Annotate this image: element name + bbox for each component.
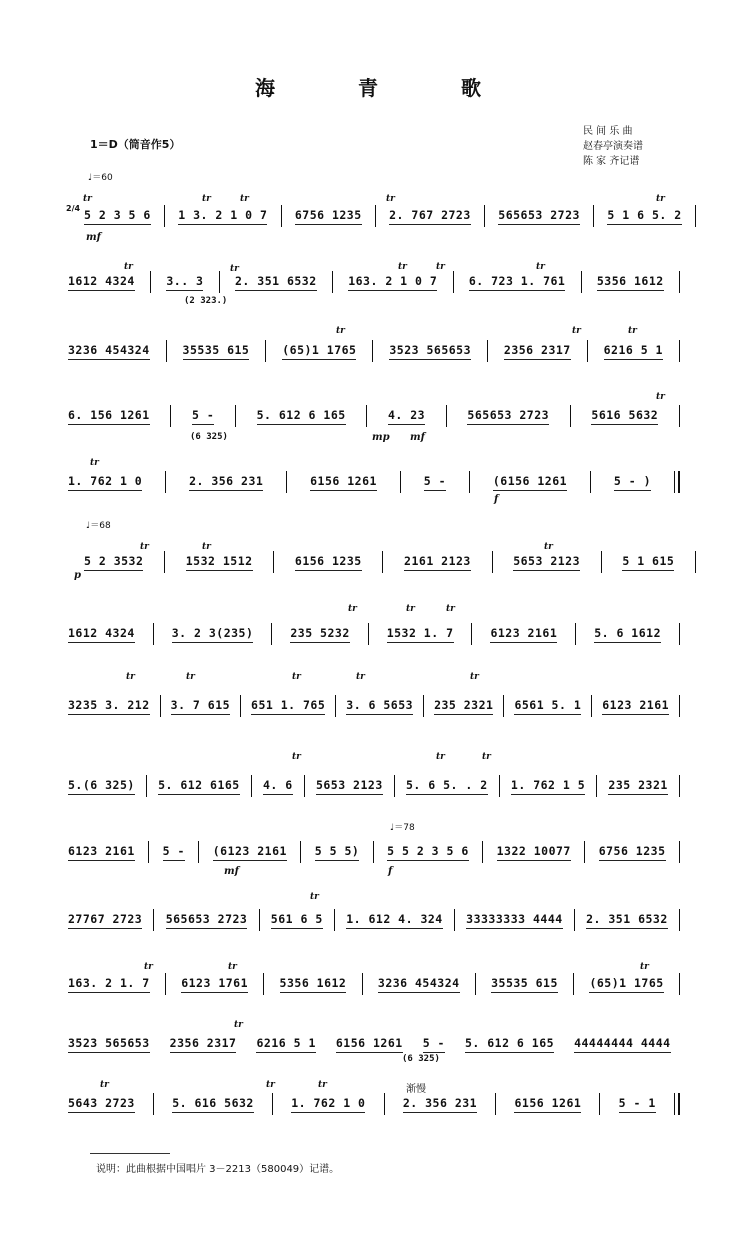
measure: 2. 767 2723	[389, 208, 471, 225]
measure: 5 5 2 3 5 6	[387, 844, 469, 861]
trill-mark: tr	[90, 458, 99, 468]
barline	[679, 623, 680, 645]
score-line	[68, 772, 680, 800]
measure: 5643 2723	[68, 1096, 135, 1113]
measure: 565653 2723	[498, 208, 580, 225]
measure: 1532 1. 7	[387, 626, 454, 643]
barline	[503, 695, 504, 717]
measure: 163. 2 1. 7	[68, 976, 150, 993]
measure: 2. 351 6532	[586, 912, 668, 929]
measure: 5653 2123	[316, 778, 383, 795]
barline	[170, 405, 171, 427]
measure: 235 2321	[608, 778, 667, 795]
footnote-rule	[90, 1153, 170, 1154]
measure: 235 5232	[290, 626, 349, 643]
tempo-marking-3: ♩＝78	[390, 823, 415, 833]
trill-mark: tr	[100, 1080, 109, 1090]
barline	[153, 623, 154, 645]
measure: 6123 2161	[68, 844, 135, 861]
barline	[334, 909, 335, 931]
trill-mark: tr	[240, 194, 249, 204]
barline	[259, 909, 260, 931]
measure: 5 -	[423, 1036, 445, 1053]
score-line	[68, 1030, 680, 1058]
barline	[164, 205, 165, 227]
barline	[471, 623, 472, 645]
measure: 5.(6 325)	[68, 778, 135, 795]
measure: 4. 6	[263, 778, 293, 795]
barline	[599, 1093, 600, 1115]
measure: 35535 615	[491, 976, 558, 993]
barline	[400, 471, 401, 493]
measure: (65)1 1765	[589, 976, 663, 993]
barline	[281, 205, 282, 227]
measure: 163. 2 1 0 7	[348, 274, 437, 291]
measure: (65)1 1765	[282, 343, 356, 360]
barline	[453, 271, 454, 293]
measure: 5 2 3532	[84, 554, 143, 571]
credits	[583, 124, 643, 169]
measure: 6156 1261	[310, 474, 377, 491]
barline	[153, 1093, 154, 1115]
barline	[573, 973, 574, 995]
score-line	[68, 268, 680, 296]
tempo-change-annotation: 渐慢	[406, 1084, 426, 1095]
measure: 6156 1235	[295, 554, 362, 571]
measure: 6156 1261	[514, 1096, 581, 1113]
measure: 2. 356 231	[403, 1096, 477, 1113]
key-signature: 1＝D（筒音作5）	[90, 138, 181, 151]
barline	[332, 271, 333, 293]
barline	[362, 973, 363, 995]
barline	[454, 909, 455, 931]
measure: 27767 2723	[68, 912, 142, 929]
measure: 561 6 5	[271, 912, 323, 929]
measure: 565653 2723	[467, 408, 549, 425]
trill-mark: tr	[202, 542, 211, 552]
measure: 5. 6 5. . 2	[406, 778, 488, 795]
measure: 3235 3. 212	[68, 698, 150, 715]
barline	[679, 695, 680, 717]
measure: 1 3. 2 1 0 7	[178, 208, 267, 225]
measure: 1322 10077	[497, 844, 571, 861]
barline	[219, 271, 220, 293]
measure: 2356 2317	[504, 343, 571, 360]
barline	[251, 775, 252, 797]
measure: 6216 5 1	[256, 1036, 315, 1053]
measure: 6. 156 1261	[68, 408, 150, 425]
measure: 35535 615	[183, 343, 250, 360]
measure: 1612 4324	[68, 626, 135, 643]
measure: (6123 2161	[213, 844, 287, 861]
dynamic-p: p	[74, 570, 81, 581]
score-line	[68, 337, 680, 365]
trill-mark: tr	[234, 1020, 243, 1030]
barline	[679, 405, 680, 427]
barline	[272, 1093, 273, 1115]
measure: 6756 1235	[295, 208, 362, 225]
measure: 5 5 5)	[315, 844, 360, 861]
barline	[482, 841, 483, 863]
barline	[492, 551, 493, 573]
measure: 5. 616 5632	[172, 1096, 254, 1113]
ossia-figure-2: (6 325)	[190, 432, 228, 442]
trill-mark: tr	[310, 892, 319, 902]
measure: 5356 1612	[597, 274, 664, 291]
measure: 1. 612 4. 324	[346, 912, 443, 929]
trill-mark: tr	[336, 326, 345, 336]
barline	[475, 973, 476, 995]
barline	[601, 551, 602, 573]
barline	[165, 973, 166, 995]
barline	[446, 405, 447, 427]
tempo-marking-1: ♩＝60	[88, 173, 113, 183]
barline	[575, 623, 576, 645]
measure: 5 - 1	[619, 1096, 656, 1113]
page-title: 海 青 歌	[255, 76, 519, 100]
measure: 1532 1512	[186, 554, 253, 571]
barline	[679, 271, 680, 293]
barline	[304, 775, 305, 797]
measure: 44444444 4444	[574, 1036, 671, 1053]
ossia-figure-3: (6 325)	[402, 1054, 440, 1064]
dynamic-mf-3: mf	[224, 866, 239, 877]
measure: 5616 5632	[591, 408, 658, 425]
barline	[570, 405, 571, 427]
score-line	[68, 202, 696, 230]
trill-mark: tr	[544, 542, 553, 552]
measure: 5356 1612	[280, 976, 347, 993]
measure: 4. 23	[388, 408, 425, 425]
measure: 1. 762 1 0	[68, 474, 142, 491]
trill-mark: tr	[640, 962, 649, 972]
measure: 3. 7 615	[171, 698, 230, 715]
measure: 1. 762 1 5	[511, 778, 585, 795]
measure: 2. 356 231	[189, 474, 263, 491]
barline	[271, 623, 272, 645]
barline	[372, 340, 373, 362]
barline	[679, 775, 680, 797]
measure: 5. 6 1612	[594, 626, 661, 643]
score-line	[68, 1090, 680, 1118]
credit-line-2: 赵春亭演奏谱	[583, 141, 643, 152]
measure: 6156 1261	[336, 1036, 403, 1053]
barline	[165, 471, 166, 493]
barline	[373, 841, 374, 863]
measure: 5 -	[192, 408, 214, 425]
barline	[273, 551, 274, 573]
ossia-figure-1: (2 323.)	[184, 296, 228, 306]
measure: 235 2321	[434, 698, 493, 715]
measure: 565653 2723	[166, 912, 248, 929]
trill-mark: tr	[140, 542, 149, 552]
barline	[382, 551, 383, 573]
measure: 1612 4324	[68, 274, 135, 291]
measure: 6216 5 1	[604, 343, 663, 360]
measure: 6. 723 1. 761	[469, 274, 566, 291]
barline	[265, 340, 266, 362]
measure: 651 1. 765	[251, 698, 325, 715]
time-signature: 2/4	[66, 204, 81, 213]
trill-mark: tr	[230, 264, 239, 274]
barline	[153, 909, 154, 931]
measure: 5653 2123	[513, 554, 580, 571]
trill-mark: tr	[406, 604, 415, 614]
barline	[166, 340, 167, 362]
barline	[375, 205, 376, 227]
barline	[286, 471, 287, 493]
final-barline	[674, 1093, 680, 1115]
trill-mark: tr	[318, 1080, 327, 1090]
measure: 5. 612 6165	[158, 778, 240, 795]
credit-line-3: 陈 家 齐记谱	[583, 156, 640, 167]
trill-mark: tr	[202, 194, 211, 204]
footnote: 说明：此曲根据中国唱片 3－2213（580049）记谱。	[96, 1164, 340, 1175]
trill-mark: tr	[482, 752, 491, 762]
barline	[679, 909, 680, 931]
score-line	[68, 838, 680, 866]
measure: 5. 612 6 165	[465, 1036, 554, 1053]
barline	[590, 471, 591, 493]
measure: 33333333 4444	[466, 912, 563, 929]
barline	[235, 405, 236, 427]
measure: (6156 1261	[493, 474, 567, 491]
barline	[148, 841, 149, 863]
barline	[584, 841, 585, 863]
score-line	[68, 548, 696, 576]
tempo-marking-2: ♩＝68	[86, 521, 111, 531]
measure: 6123 1761	[181, 976, 248, 993]
barline	[574, 909, 575, 931]
trill-mark: tr	[356, 672, 365, 682]
measure: 1. 762 1 0	[291, 1096, 365, 1113]
trill-mark: tr	[83, 194, 92, 204]
trill-mark: tr	[470, 672, 479, 682]
measure: 3236 454324	[68, 343, 150, 360]
trill-mark: tr	[124, 262, 133, 272]
measure: 3523 565653	[68, 1036, 150, 1053]
credit-line-1: 民 间 乐 曲	[583, 126, 633, 137]
dynamic-mp: mp	[372, 432, 390, 443]
measure: 2. 351 6532	[235, 274, 317, 291]
trill-mark: tr	[266, 1080, 275, 1090]
barline	[679, 973, 680, 995]
score-line	[68, 970, 680, 998]
measure: 5 1 6 5. 2	[607, 208, 681, 225]
barline	[695, 205, 696, 227]
measure: 5 1 615	[622, 554, 674, 571]
measure: 5 2 3 5 6	[84, 208, 151, 225]
score-line	[68, 692, 680, 720]
trill-mark: tr	[292, 752, 301, 762]
barline	[150, 271, 151, 293]
barline	[384, 1093, 385, 1115]
barline	[368, 623, 369, 645]
barline	[487, 340, 488, 362]
measure: 3236 454324	[378, 976, 460, 993]
trill-mark: tr	[126, 672, 135, 682]
measure: 6123 2161	[490, 626, 557, 643]
trill-mark: tr	[228, 962, 237, 972]
trill-mark: tr	[144, 962, 153, 972]
dynamic-mf-1: mf	[86, 232, 101, 243]
barline	[366, 405, 367, 427]
measure: 5 -	[424, 474, 446, 491]
measure: 6123 2161	[602, 698, 669, 715]
barline	[679, 340, 680, 362]
trill-mark: tr	[436, 262, 445, 272]
barline	[263, 973, 264, 995]
barline	[581, 271, 582, 293]
trill-mark: tr	[656, 194, 665, 204]
trill-mark: tr	[656, 392, 665, 402]
measure: 3. 6 5653	[346, 698, 413, 715]
dynamic-f-1: f	[494, 494, 499, 505]
trill-mark: tr	[348, 604, 357, 614]
measure: 2356 2317	[170, 1036, 237, 1053]
measure: 6561 5. 1	[514, 698, 581, 715]
barline	[679, 841, 680, 863]
final-barline	[674, 471, 680, 493]
barline	[591, 695, 592, 717]
score-line	[68, 402, 680, 430]
trill-mark: tr	[292, 672, 301, 682]
score-line	[68, 468, 680, 496]
barline	[423, 695, 424, 717]
barline	[596, 775, 597, 797]
measure: 2161 2123	[404, 554, 471, 571]
barline	[164, 551, 165, 573]
barline	[300, 841, 301, 863]
trill-mark: tr	[436, 752, 445, 762]
barline	[587, 340, 588, 362]
trill-mark: tr	[186, 672, 195, 682]
measure: 6756 1235	[599, 844, 666, 861]
barline	[484, 205, 485, 227]
barline	[160, 695, 161, 717]
trill-mark: tr	[628, 326, 637, 336]
measure: 3523 565653	[389, 343, 471, 360]
trill-mark: tr	[446, 604, 455, 614]
trill-mark: tr	[572, 326, 581, 336]
measure: 3. 2 3(235)	[172, 626, 254, 643]
measure: 5 - )	[614, 474, 651, 491]
trill-mark: tr	[386, 194, 395, 204]
barline	[593, 205, 594, 227]
barline	[695, 551, 696, 573]
score-line	[68, 620, 680, 648]
dynamic-mf-2: mf	[410, 432, 425, 443]
barline	[240, 695, 241, 717]
dynamic-f-2: f	[388, 866, 393, 877]
score-line	[68, 906, 680, 934]
barline	[146, 775, 147, 797]
barline	[495, 1093, 496, 1115]
trill-mark: tr	[536, 262, 545, 272]
barline	[499, 775, 500, 797]
measure: 3.. 3	[166, 274, 203, 291]
barline	[335, 695, 336, 717]
measure: 5 -	[163, 844, 185, 861]
barline	[394, 775, 395, 797]
measure: 5. 612 6 165	[257, 408, 346, 425]
barline	[469, 471, 470, 493]
barline	[198, 841, 199, 863]
trill-mark: tr	[398, 262, 407, 272]
